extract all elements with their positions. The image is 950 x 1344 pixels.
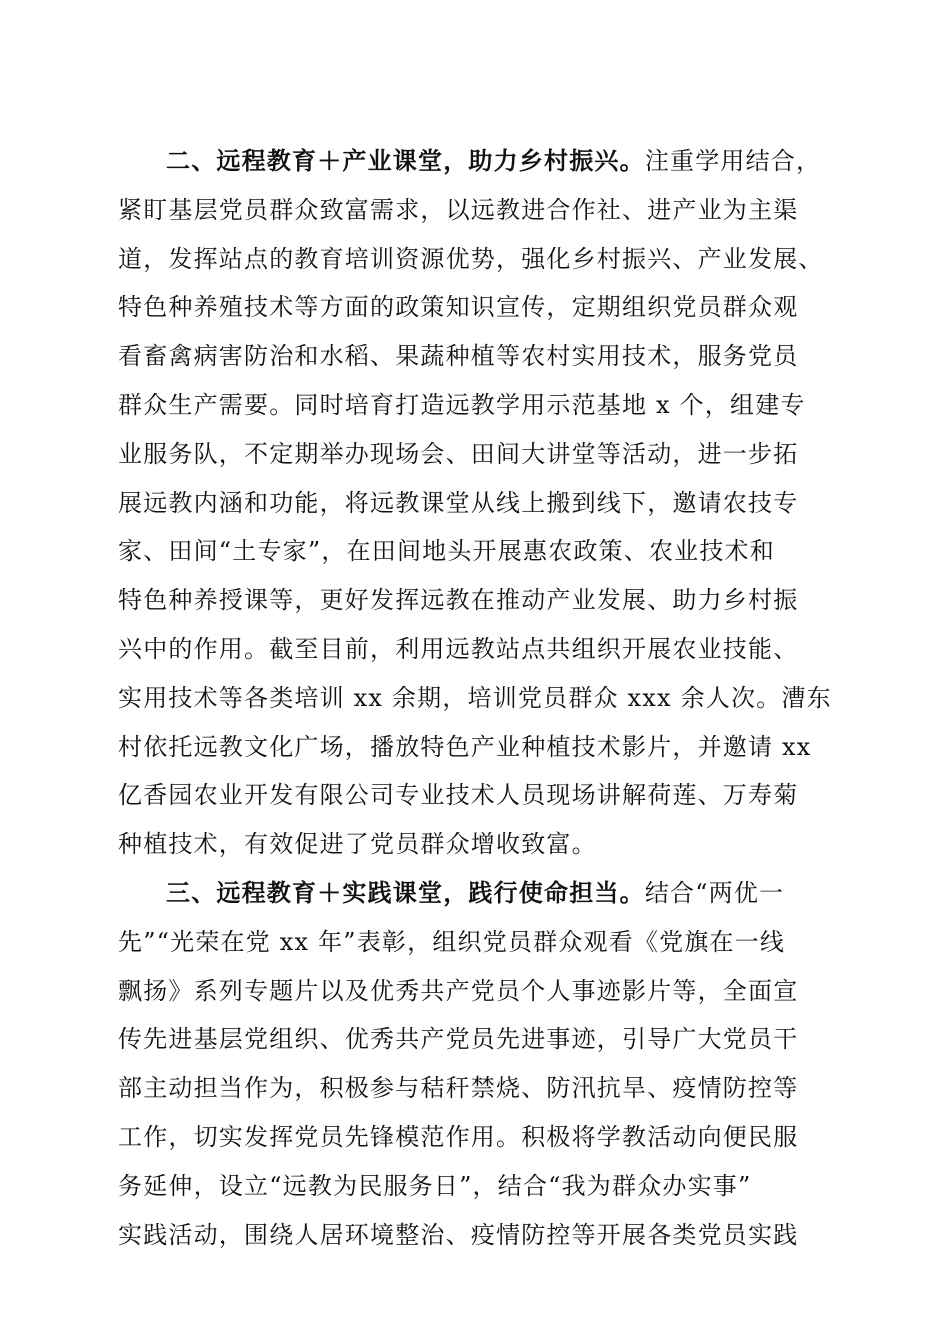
- section-3-line: 传先进基层党组织、优秀共产党员先进事迹，引导广大党员干: [118, 1025, 799, 1054]
- section-2-line: 亿香园农业开发有限公司专业技术人员现场讲解荷莲、万寿菊: [118, 781, 799, 810]
- section-2-line: 业服务队，不定期举办现场会、田间大讲堂等活动，进一步拓: [118, 439, 799, 468]
- section-2-line: 家、田间“土专家”，在田间地头开展惠农政策、农业技术和: [118, 537, 775, 566]
- section-3-heading: 三、远程教育＋实践课堂，践行使命担当。: [166, 877, 645, 907]
- section-2-line: 种植技术，有效促进了党员群众增收致富。: [118, 830, 597, 859]
- section-3-first-line: [118, 869, 838, 918]
- section-3-line: 飘扬》系列专题片以及优秀共产党员个人事迹影片等，全面宣: [118, 976, 799, 1005]
- section-3-line: 部主动担当作为，积极参与秸秆禁烧、防汛抗旱、疫情防控等: [118, 1074, 799, 1103]
- section-2-line: 村依托远教文化广场，播放特色产业种植技术影片，并邀请 xx: [118, 732, 812, 761]
- section-2-heading: 二、远程教育＋产业课堂，助力乡村振兴。: [166, 146, 645, 175]
- section-2-first-line: [118, 137, 838, 186]
- section-3-line: 结合“两优一: [644, 878, 785, 907]
- section-2-line: 群众生产需要。同时培育打造远教学用示范基地 x 个，组建专: [118, 390, 806, 419]
- section-2-line: 特色种养授课等，更好发挥远教在推动产业发展、助力乡村振: [118, 586, 799, 615]
- section-2-line: 道，发挥站点的教育培训资源优势，强化乡村振兴、产业发展、: [118, 244, 824, 273]
- section-3-line: 先”“光荣在党 xx 年”表彰，组织党员群众观看《党旗在一线: [118, 927, 786, 956]
- section-3-line: 务延伸，设立“远教为民服务日”，结合“我为群众办实事”: [118, 1171, 752, 1200]
- section-2-line: 兴中的作用。截至目前，利用远教站点共组织开展农业技能、: [118, 634, 799, 663]
- document-body: [118, 137, 838, 1259]
- section-2-line: 紧盯基层党员群众致富需求，以远教进合作社、进产业为主渠: [118, 195, 799, 224]
- section-3-line: 实践活动，围绕人居环境整治、疫情防控等开展各类党员实践: [118, 1220, 799, 1249]
- section-2-line: 注重学用结合，: [644, 147, 822, 175]
- section-2-line: 实用技术等各类培训 xx 余期，培训党员群众 xxx 余人次。漕东: [118, 683, 832, 712]
- section-2-line: 展远教内涵和功能，将远教课堂从线上搬到线下，邀请农技专: [118, 488, 799, 517]
- section-2-line: 特色种养殖技术等方面的政策知识宣传，定期组织党员群众观: [118, 293, 799, 322]
- section-2-line: 看畜禽病害防治和水稻、果蔬种植等农村实用技术，服务党员: [118, 342, 799, 371]
- section-3-line: 工作，切实发挥党员先锋模范作用。积极将学教活动向便民服: [118, 1122, 799, 1151]
